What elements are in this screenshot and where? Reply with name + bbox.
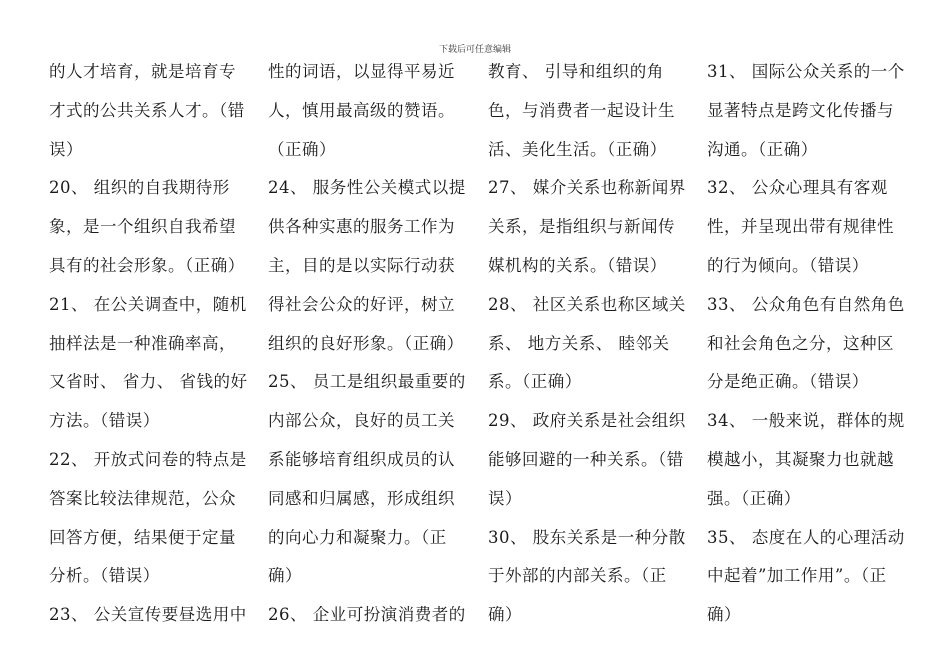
paragraph-continuation: 性的词语，以显得平易近人，慎用最高级的赞语。（正确） bbox=[268, 62, 455, 159]
question-34: 34、 一般来说，群体的规模越小，其凝聚力也就越强。（正确） bbox=[707, 411, 905, 508]
paragraph-1: 的人才培育，就是培育专才式的公共关系人才。（错误） bbox=[49, 62, 245, 159]
question-23: 23、 公关宣传要昼选用中 bbox=[49, 605, 247, 625]
paragraph-continuation: 教育、 引导和组织的角色，与消费者一起设计生活、美化生活。（正确） bbox=[488, 62, 675, 159]
text-column-3 bbox=[488, 53, 688, 635]
question-24: 24、 服务性公关模式以提供各种实惠的服务工作为主，目的是以实际行动获得社会公众的好评，树立组织的良好形象。（正确） bbox=[268, 178, 466, 353]
question-20: 20、 组织的自我期待形象，是一个组织自我希望具有的社会形象。（正确） bbox=[49, 178, 245, 275]
question-26: 26、 企业可扮演消费者的 bbox=[268, 605, 466, 625]
question-33: 33、 公众角色有自然角色和社会角色之分，这种区分是绝正确。（错误） bbox=[707, 294, 905, 392]
question-21: 21、 在公关调查中，随机抽样法是一种准确率高，又省时、 省力、 省钱的好方法。（错误） bbox=[49, 294, 248, 431]
question-32: 32、 公众心理具有客观性，并呈现出带有规律性的行为倾向。（错误） bbox=[707, 178, 894, 275]
question-31: 31、 国际公众关系的一个显著特点是跨文化传播与沟通。（正确） bbox=[707, 62, 905, 159]
header-note: 下载后可任意编辑 bbox=[438, 45, 511, 55]
question-28: 28、 社区关系也称区域关系、 地方关系、 睦邻关系。（正确） bbox=[488, 294, 686, 392]
text-column-4 bbox=[707, 53, 907, 635]
question-22: 22、 开放式问卷的特点是答案比较法律规范，公众回答方便，结果便于定量分析。（错误） bbox=[49, 449, 247, 586]
text-column-1 bbox=[49, 53, 249, 635]
question-29: 29、 政府关系是社会组织能够回避的一种关系。（错误） bbox=[488, 411, 686, 508]
question-25: 25、 员工是组织最重要的内部公众，良好的员工关系能够培育组织成员的认同感和归属感，形成组织的向心力和凝聚力。（正确） bbox=[268, 372, 466, 586]
question-35: 35、 态度在人的心理活动中起着”加工作用”。（正确） bbox=[707, 527, 905, 625]
text-column-2 bbox=[268, 53, 468, 635]
question-27: 27、 媒介关系也称新闻界关系，是指组织与新闻传媒机构的关系。（错误） bbox=[488, 178, 686, 275]
question-30: 30、 股东关系是一种分散于外部的内部关系。（正确） bbox=[488, 527, 686, 625]
